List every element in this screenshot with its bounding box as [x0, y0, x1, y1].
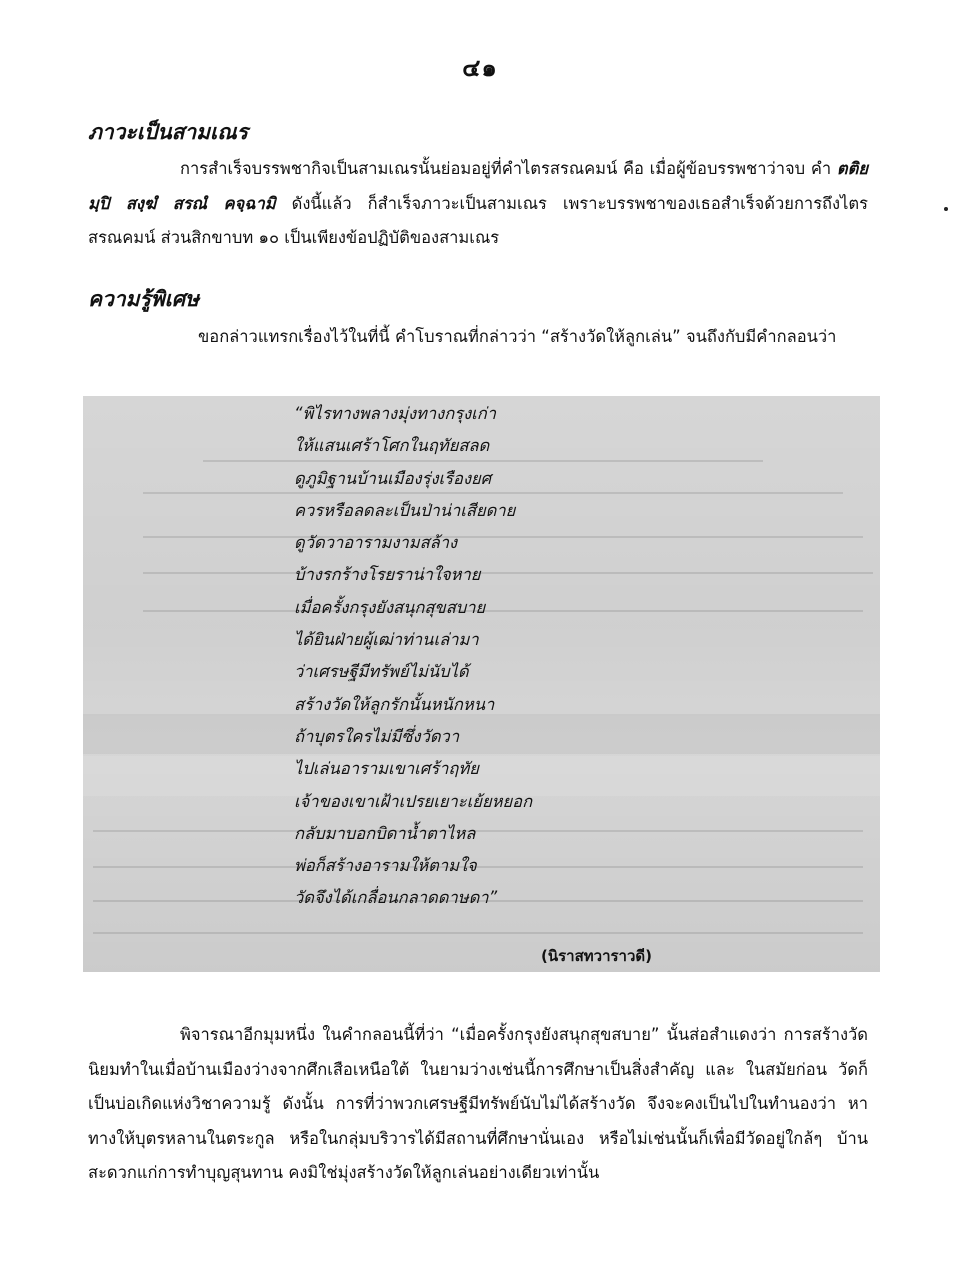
poem-source: (นิราสทวาราวดี) — [541, 947, 652, 965]
poem-line: ไปเล่นอารามเขาเศร้าฤทัย — [294, 759, 479, 779]
page-number: ๔๑ — [462, 54, 498, 82]
section-heading-novice-status: ภาวะเป็นสามเณร — [88, 120, 248, 144]
poem-line: ให้แสนเศร้าโศกในฤทัยสลด — [294, 436, 490, 456]
poem-line: พ่อก็สร้างอารามให้ตามใจ — [294, 856, 477, 876]
poem-line: ว่าเศรษฐีมีทรัพย์ไม่นับได้ — [294, 662, 469, 682]
poem-line: ดูวัดวาอารามงามสล้าง — [294, 533, 458, 553]
poem-line: ถ้าบุตรใครไม่มีซึ่งวัดวา — [294, 726, 460, 746]
pali-phrase: ตติยมฺปิ สงฺฆํ สรณํ คจฺฉามิ — [88, 159, 868, 213]
section-heading-special-knowledge: ความรู้พิเศษ — [88, 287, 199, 311]
poem-line: เจ้าของเขาเฝ้าเปรยเยาะเย้ยหยอก — [294, 791, 533, 811]
poem-verses — [294, 398, 532, 915]
poem-line: บ้างรกร้างโรยราน่าใจหาย — [294, 565, 481, 585]
poem-line: เมื่อครั้งกรุงยังสนุกสุขสบาย — [294, 597, 486, 617]
poem-line: สร้างวัดให้ลูกรักนั้นหนักหนา — [294, 694, 495, 714]
paragraph-text: พิจารณาอีกมุมหนึ่ง ในคำกลอนนี้ที่ว่า “เมื่อครั้งกรุงยังสนุกสุขสบาย” นั้นส่อสำแดงว่า การสร้างวัดนิยมทำในเมื่อบ้านเมืองว่างจากศึกเสือเหนือใต้ ในยามว่างเช่นนี้การศึกษาเป็นสิ่งสำคัญ และ ในสมัยก่อน วัดก็เป็นบ่อเกิดแห่งวิชาความรู้ ดังนั้น การที่ว่าพวกเศรษฐีมีทรัพย์นับไม่ได้สร้างวัด จึงจะคงเป็นไปในทำนองว่า หาทางให้บุตรหลานในตระกูล หรือในกลุ่มบริวารได้มีสถานที่ศึกษานั่นเอง หรือไม่เช่นนั้นก็เพื่อมีวัดอยู่ใกล้ๆ บ้านสะดวกแก่การทำบุญสุนทาน คงมิใช่มุ่งสร้างวัดให้ลูกเล่นอย่างเดียวเท่านั้น — [88, 1025, 868, 1182]
paragraph-rest: ดังนี้แล้ว ก็สำเร็จภาวะเป็นสามเณร เพราะบรรพชาของเธอสำเร็จด้วยการถึงไตรสรณคมน์ ส่วนสิกขาบท ๑๐ เป็นเพียงข้อปฏิบัติของสามเณร — [88, 193, 868, 247]
paragraph-novice-status — [88, 152, 868, 256]
scan-speck — [944, 207, 948, 211]
paragraph-prefix: คำ — [810, 159, 837, 178]
poem-line: ได้ยินฝ่ายผู้เฒ่าท่านเล่ามา — [294, 630, 479, 650]
poem-line: ดูภูมิฐานบ้านเมืองรุ่งเรืองยศ — [294, 468, 492, 488]
paragraph-line: การสำเร็จบรรพชากิจเป็นสามเณรนั้นย่อมอยู่ที่คำไตรสรณคมน์ คือ เมื่อผู้ข้อบรรพชาว่าจบ — [180, 159, 806, 178]
poem-line: กลับมาบอกบิดาน้ำตาไหล — [294, 823, 476, 843]
poem-line: “พิไรทางพลางมุ่งทางกรุงเก่า — [294, 404, 497, 423]
paragraph-special-knowledge — [88, 320, 868, 355]
paragraph-conclusion — [88, 1018, 868, 1191]
poem-line: ควรหรือลดละเป็นป่าน่าเสียดาย — [294, 500, 516, 520]
paragraph-text: ขอกล่าวแทรกเรื่องไว้ในที่นี้ คำโบราณที่กล่าวว่า “สร้างวัดให้ลูกเล่น” จนถึงกับมีคำกลอนว่า — [198, 327, 837, 346]
bleed-through-line — [93, 932, 863, 934]
poem-line: วัดจึงได้เกลื่อนกลาดดาษดา” — [294, 888, 498, 908]
